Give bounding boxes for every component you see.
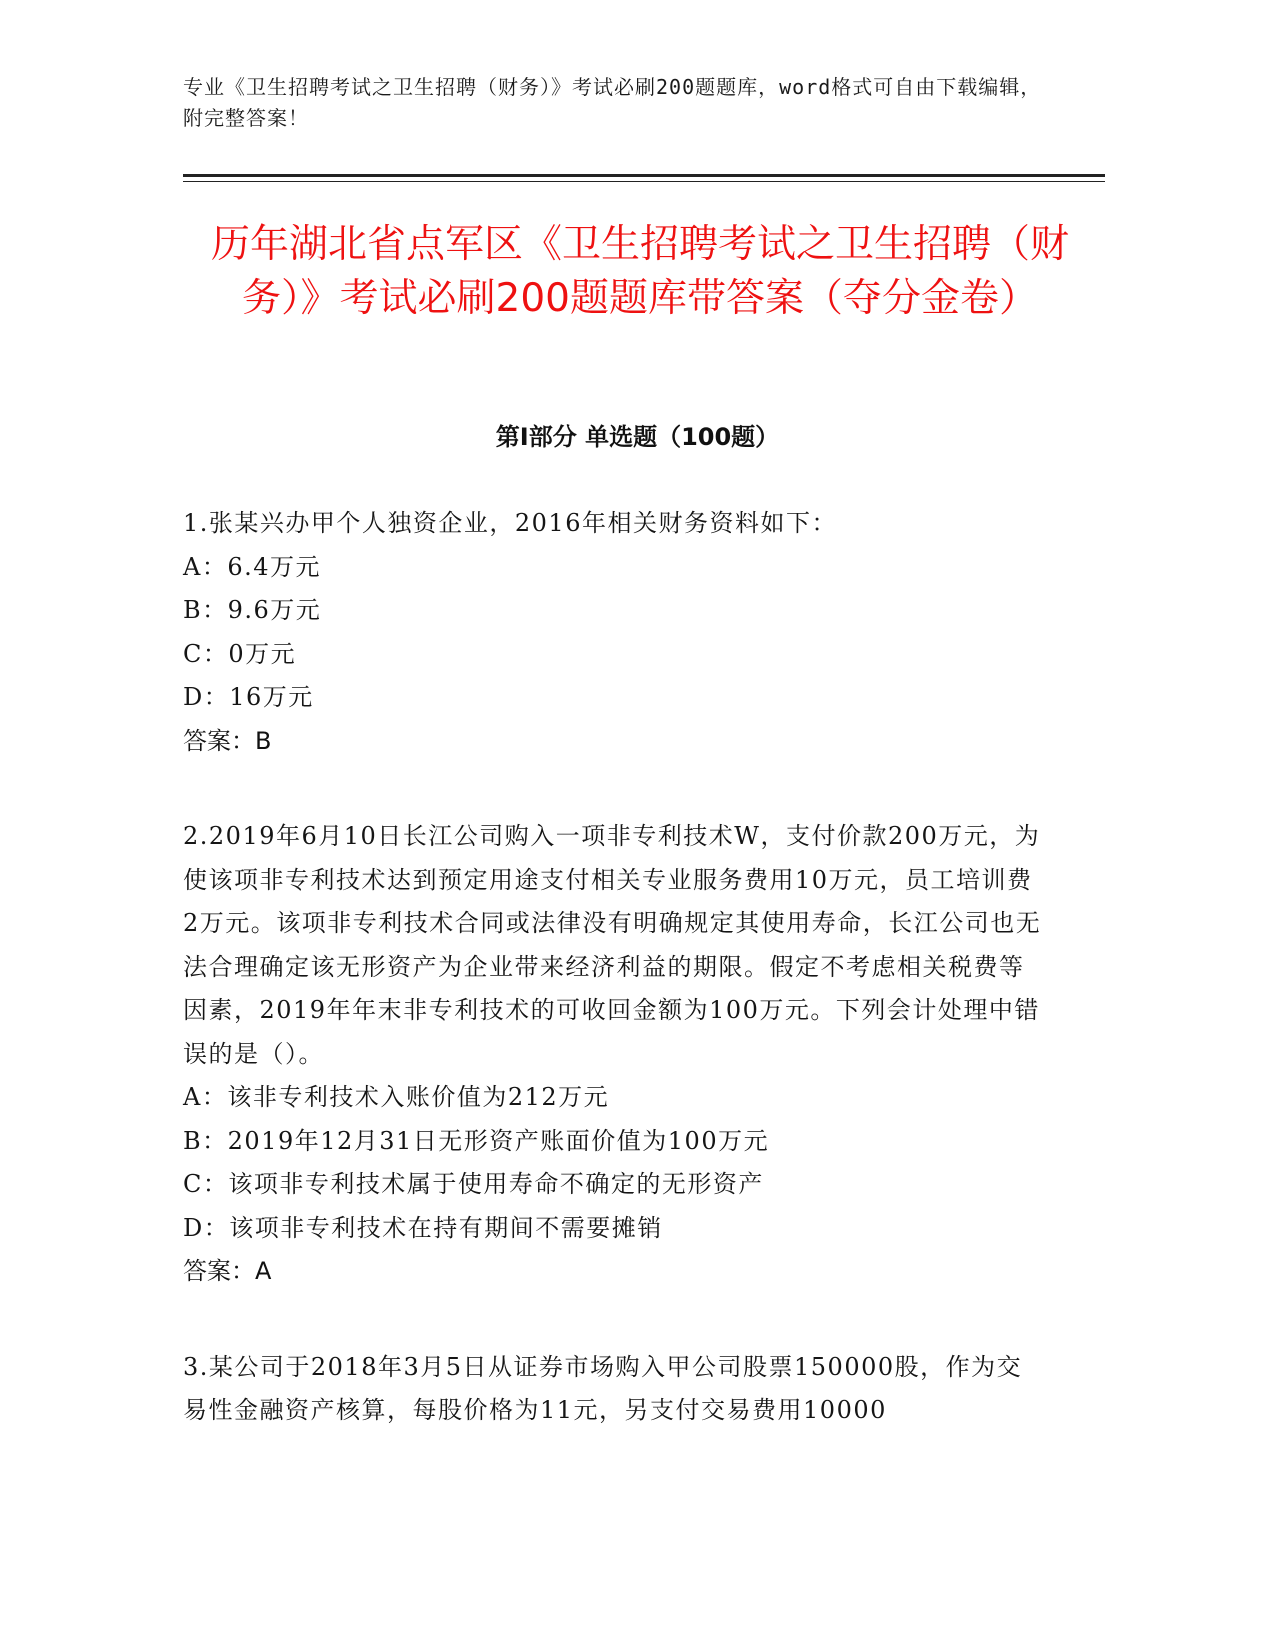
option-a: A：该非专利技术入账价值为212万元 xyxy=(183,1083,610,1111)
question-list xyxy=(183,502,1043,1485)
answer: 答案：B xyxy=(183,726,272,755)
question-stem: 2.2019年6月10日长江公司购入一项非专利技术W，支付价款200万元，为使该项非专利技术达到预定用途支付相关专业服务费用10万元，员工培训费2万元。该项非专利技术合同或法律没有明确规定其使用寿命，长江公司也无法合理确定该无形资产为企业带来经济利益的期限。假定不考虑相关税费等因素，2019年年末非专利技术的可收回金额为100万元。下列会计处理中错误的是（）。 xyxy=(183,822,1042,1068)
header-divider-thin xyxy=(183,181,1105,182)
question-stem: 3.某公司于2018年3月5日从证券市场购入甲公司股票150000股，作为交易性金融资产核算，每股价格为11元，另支付交易费用10000 xyxy=(183,1352,1023,1424)
question-3 xyxy=(183,1346,1043,1433)
option-c: C：该项非专利技术属于使用寿命不确定的无形资产 xyxy=(183,1170,764,1198)
option-c: C：0万元 xyxy=(183,639,297,668)
option-b: B：9.6万元 xyxy=(183,596,322,624)
document-title: 历年湖北省点军区《卫生招聘考试之卫生招聘（财务）》考试必刷200题题库带答案（夺分金卷） xyxy=(210,222,1069,321)
header-divider-thick xyxy=(183,174,1105,177)
question-stem: 1.张某兴办甲个人独资企业，2016年相关财务资料如下： xyxy=(183,509,837,537)
option-d: D：16万元 xyxy=(183,683,314,711)
option-a: A：6.4万元 xyxy=(183,552,321,581)
question-1 xyxy=(183,502,1043,763)
option-b: B：2019年12月31日无形资产账面价值为100万元 xyxy=(183,1126,770,1155)
option-d: D：该项非专利技术在持有期间不需要摊销 xyxy=(183,1213,663,1242)
question-2 xyxy=(183,815,1043,1294)
header-note: 专业《卫生招聘考试之卫生招聘（财务）》考试必刷200题题库，word格式可自由下载编辑，附完整答案！ xyxy=(183,75,1042,130)
section-heading: 第Ⅰ部分 单选题（100题） xyxy=(495,423,780,451)
answer: 答案：A xyxy=(183,1257,272,1285)
